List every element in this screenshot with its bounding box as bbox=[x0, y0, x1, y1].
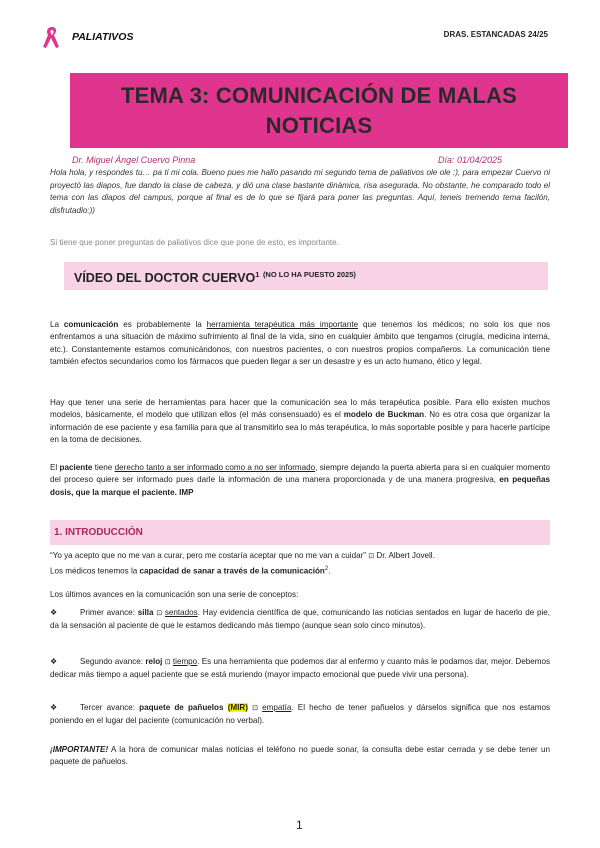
page-title-line2: NOTICIAS bbox=[265, 112, 373, 138]
bold-term: paquete de pañuelos bbox=[139, 703, 224, 712]
diamond-bullet-icon: ❖ bbox=[50, 657, 58, 666]
page-title-line1: TEMA 3: COMUNICACIÓN DE MALAS bbox=[120, 82, 518, 108]
quote-author: Dr. Albert Jovell. bbox=[374, 551, 435, 560]
bold-term: capacidad de sanar a través de la comunicación bbox=[139, 566, 325, 576]
text-run: . bbox=[328, 566, 331, 576]
sanar-line bbox=[50, 563, 550, 578]
importance-note: Si tiene que poner preguntas de paliativos dice que pone de esto, es importante. bbox=[50, 238, 339, 247]
text-run: , siempre dejando la puerta abierta para si en cualquier momento del proceso quiere ser informado pues darle la información de una manera proporcionada y de una manera progresiva, bbox=[50, 463, 550, 485]
diamond-bullet-icon: ❖ bbox=[50, 703, 58, 712]
underlined-term: sentados bbox=[164, 608, 198, 617]
text-run: es probablemente la bbox=[118, 320, 207, 329]
text-run: . No es otra cosa que organizar la información de ese paciente y esa familia para que al transmitirlo sea lo más terapéutica, lo más soportable posible y para hacerle partícipe en la toma de decisiones. bbox=[50, 410, 551, 445]
diamond-bullet-icon: ❖ bbox=[50, 608, 58, 617]
video-footnote-ref: 1 bbox=[255, 270, 260, 279]
mir-badge: (MIR) bbox=[227, 703, 248, 712]
bold-term: en pequeñas dosis, que la marque el paciente. IMP bbox=[50, 475, 550, 497]
intro-text: Hola hola, y respondes tu… pa ti mi cola. Bueno pues me hallo pasando mi segundo tema de paliativos ole ole :), para empezar Cuervo ni proyectó las diapos, fue dando la clase de cabeza, y dió una clase bastante dinámica, risa asegurada. No obstante, he comparado todo el tema con las diapos del campus, porque al final es de lo que se fijará para poner las preguntas. Aquí, teneis tremendo tema facilón, disfrutadlo:)) bbox=[50, 168, 550, 215]
text-run: . Es una herramienta que podemos dar al enfermo y cuanto más le podamos dar, mejor. Debemos dedicar más tiempo a aquel paciente que se está muriendo (mayor impacto emocional que puede vivir una persona). bbox=[50, 657, 551, 680]
text-run: Segundo avance: bbox=[80, 657, 146, 666]
bold-term: reloj bbox=[145, 657, 163, 666]
bold-term: modelo de Buckman bbox=[343, 410, 425, 420]
pink-ribbon-logo bbox=[40, 24, 64, 50]
bullet-item-reloj bbox=[50, 656, 550, 682]
underlined-term: derecho tanto a ser informado como a no ser informado bbox=[114, 463, 316, 472]
text-run: La bbox=[50, 320, 64, 329]
video-heading bbox=[74, 270, 356, 285]
arrow-box-icon: ⊡ bbox=[252, 705, 258, 712]
list-intro: Los últimos avances en la comunicación son una serie de conceptos: bbox=[50, 590, 299, 599]
arrow-box-icon: ⊡ bbox=[156, 610, 163, 617]
section-title: 1. INTRODUCCIÓN bbox=[54, 527, 143, 538]
text-run: . El hecho de tener pañuelos y dárselos significa que nos estamos poniendo en el lugar del paciente (comunicación no verbal). bbox=[50, 703, 551, 726]
text-run: A la hora de comunicar malas noticias el teléfono no puede sonar, la consulta debe estar cerrada y se debe tener un paquete de pañuelos. bbox=[50, 745, 550, 767]
text-run: Primer avance: bbox=[80, 608, 138, 617]
underlined-term: empatía bbox=[262, 703, 292, 712]
quote-text: “Yo ya acepto que no me van a curar, pero me costaría aceptar que no me van a cuidar” bbox=[50, 551, 369, 560]
bullet-item-panuelos bbox=[50, 702, 550, 728]
group-name: DRAS. ESTANCADAS 24/25 bbox=[443, 30, 548, 39]
video-title: VÍDEO DEL DOCTOR CUERVO bbox=[74, 271, 256, 286]
text-run: que tenemos los médicos; no solo los que nos enfrentamos a una situación de máximo sufrimiento al final de la vida, sino en cualquier ámbito que tengamos (cirugía, medicina interna, etc.). Constantemente estamos comunicándonos, con nuestros pacientes, o con nuestros propios compañeros. La comunicación tiene también efectos secundarios como los fármacos que pueden llegar a ser un desastre y es un acto humano, ético y legal. bbox=[50, 320, 550, 367]
bold-term: silla bbox=[137, 608, 154, 617]
important-note bbox=[50, 744, 550, 769]
paragraph-patient-rights bbox=[50, 462, 550, 499]
footnote-ref: 2 bbox=[324, 566, 329, 572]
title-band bbox=[70, 73, 568, 148]
text-run: Los médicos tenemos la bbox=[50, 566, 140, 576]
video-aside: (NO LO HA PUESTO 2025) bbox=[262, 270, 356, 279]
text-run: tiene bbox=[92, 463, 115, 472]
paragraph-communication bbox=[50, 319, 550, 369]
arrow-box-icon: ⊡ bbox=[164, 659, 171, 666]
text-run: . Hay evidencia científica de que, comunicando las noticias sentados en lugar de hacerlo de pie, da la sensación al paciente de que le estamos dedicando más tiempo (aunque sean solo cinco minutos). bbox=[50, 608, 551, 631]
text-run: El bbox=[50, 463, 60, 472]
underlined-term: herramienta terapéutica más importante bbox=[206, 320, 359, 329]
bullet-item-silla bbox=[50, 607, 550, 633]
brand-name: PALIATIVOS bbox=[72, 31, 134, 43]
underlined-term: tiempo bbox=[172, 657, 198, 666]
quote bbox=[50, 550, 550, 563]
page-number: 1 bbox=[296, 818, 303, 832]
important-label: ¡IMPORTANTE! bbox=[50, 745, 109, 754]
bold-term: comunicación bbox=[63, 320, 119, 329]
author: Dr. Miguel Ángel Cuervo Pinna bbox=[72, 155, 196, 165]
text-run: Hay que tener una serie de herramientas para hacer que la comunicación sea lo más terapéutica posible. Para ello existen muchos modelos, básicamente, el modelo que utilizan ellos (el más consensuado) es el bbox=[50, 398, 550, 420]
bold-term: paciente bbox=[59, 463, 93, 472]
text-run: Tercer avance: bbox=[80, 703, 140, 712]
arrow-box-icon: ⊡ bbox=[368, 553, 375, 560]
paragraph-buckman bbox=[50, 397, 550, 447]
date: Día: 01/04/2025 bbox=[438, 155, 503, 165]
